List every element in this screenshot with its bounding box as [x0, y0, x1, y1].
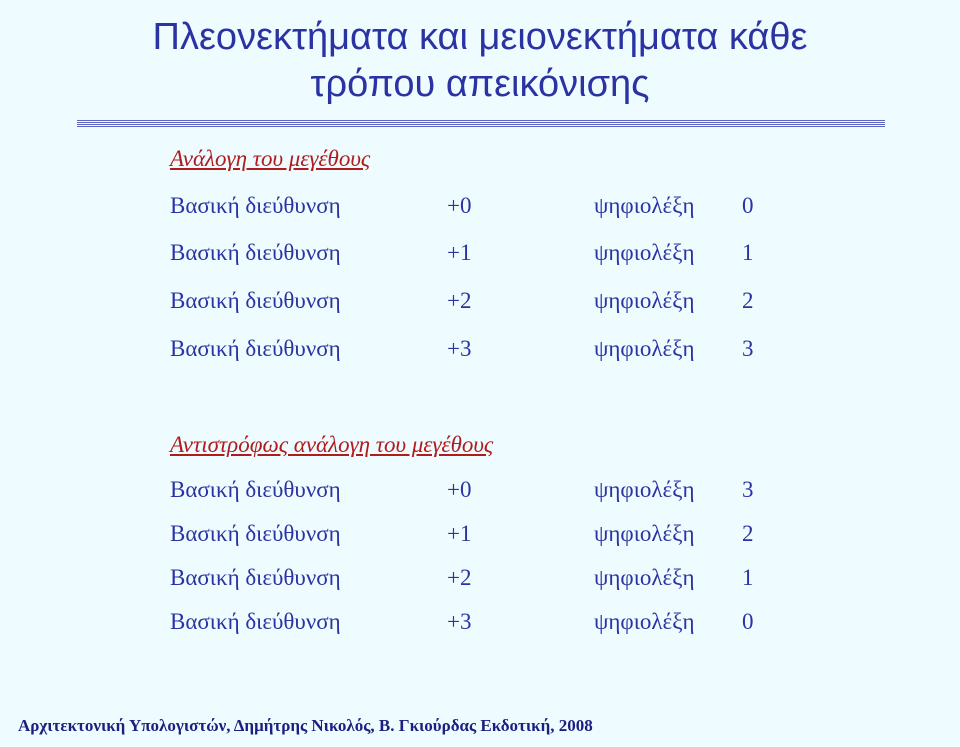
row-label: Βασική διεύθυνση — [170, 565, 341, 590]
row-offset: +3 — [447, 336, 472, 361]
row-offset: +1 — [447, 240, 472, 265]
row-byte-label: ψηφιολέξη — [594, 609, 695, 634]
row-byte-index: 0 — [742, 193, 754, 218]
row-offset: +2 — [447, 288, 472, 313]
row-offset: +3 — [447, 609, 472, 634]
row-byte-index: 1 — [742, 240, 754, 265]
row-byte-label: ψηφιολέξη — [594, 477, 695, 502]
row-byte-index: 1 — [742, 565, 754, 590]
row-label: Βασική διεύθυνση — [170, 193, 341, 218]
row-byte-label: ψηφιολέξη — [594, 288, 695, 313]
row-byte-index: 3 — [742, 477, 754, 502]
row-byte-index: 0 — [742, 609, 754, 634]
row-label: Βασική διεύθυνση — [170, 477, 341, 502]
row-label: Βασική διεύθυνση — [170, 240, 341, 265]
row-label: Βασική διεύθυνση — [170, 336, 341, 361]
slide-title-line-2: τρόπου απεικόνισης — [310, 63, 650, 105]
row-offset: +2 — [447, 565, 472, 590]
row-byte-index: 3 — [742, 336, 754, 361]
row-byte-label: ψηφιολέξη — [594, 565, 695, 590]
row-label: Βασική διεύθυνση — [170, 609, 341, 634]
section-heading-proportional: Ανάλογη του μεγέθους — [170, 146, 371, 171]
row-byte-label: ψηφιολέξη — [594, 336, 695, 361]
row-byte-index: 2 — [742, 288, 754, 313]
row-byte-label: ψηφιολέξη — [594, 521, 695, 546]
row-offset: +0 — [447, 477, 472, 502]
section-heading-inverse: Αντιστρόφως ανάλογη του μεγέθους — [170, 432, 494, 457]
row-offset: +1 — [447, 521, 472, 546]
slide-title-line-1: Πλεονεκτήματα και μειονεκτήματα κάθε — [152, 16, 808, 58]
row-byte-label: ψηφιολέξη — [594, 193, 695, 218]
footer-citation: Αρχιτεκτονική Υπολογιστών, Δημήτρης Νικολός, Β. Γκιούρδας Εκδοτική, 2008 — [18, 716, 593, 735]
row-label: Βασική διεύθυνση — [170, 521, 341, 546]
slide-title — [0, 14, 960, 108]
row-byte-label: ψηφιολέξη — [594, 240, 695, 265]
row-byte-index: 2 — [742, 521, 754, 546]
row-label: Βασική διεύθυνση — [170, 288, 341, 313]
title-divider — [77, 120, 885, 128]
row-offset: +0 — [447, 193, 472, 218]
